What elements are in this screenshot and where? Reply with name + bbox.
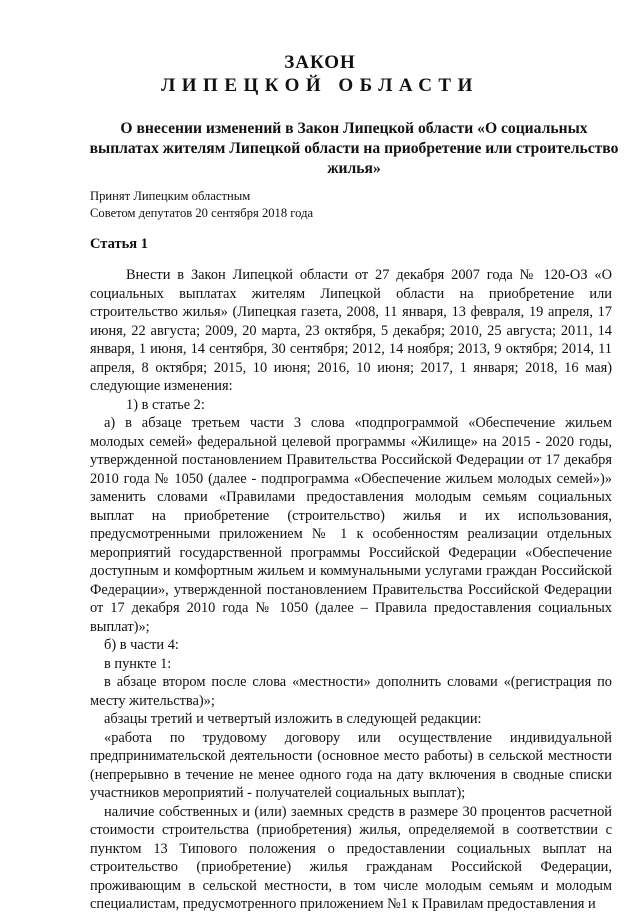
- article-heading: Статья 1: [90, 236, 148, 252]
- article-body: [90, 266, 612, 914]
- adoption-note: [90, 188, 313, 222]
- body-paragraph: 1) в статье 2:: [126, 396, 205, 413]
- body-paragraph: б) в части 4:: [104, 637, 179, 653]
- body-paragraph: в пункте 1:: [104, 655, 172, 672]
- law-title: ЗАКОН: [284, 52, 356, 73]
- body-paragraph: наличие собственных и (или) заемных средств в размере 30 процентов расчетной стоимости строительства (приобретения) жилья, определяемой в соответствии с пунктом 13 Типового положения о предоставлении социальных выплат на строительство (приобретение) жилья гражданам Российской Федерации, проживающим в сельской местности, в том числе молодым семьям и молодым специалистам, предусмотренного приложением №1 к Правилам предоставления и: [90, 803, 612, 912]
- body-paragraph: абзацы третий и четвертый изложить в следующей редакции:: [104, 711, 482, 727]
- adoption-line-2: Советом депутатов 20 сентября 2018 года: [90, 206, 314, 220]
- body-paragraph: в абзаце втором после слова «местности» дополнить словами «(регистрация по месту жительства)»;: [90, 674, 612, 709]
- law-region: ЛИПЕЦКОЙ ОБЛАСТИ: [161, 75, 479, 96]
- adoption-line-1: Принят Липецким областным: [90, 189, 251, 203]
- law-subject: О внесении изменений в Закон Липецкой области «О социальных выплатах жителям Липецкой области на приобретение или строительство жилья»: [89, 120, 619, 177]
- body-paragraph: «работа по трудовому договору или осуществление индивидуальной предпринимательской деятельности (основное место работы) в сельской местности (непрерывно в течение не менее одного года на дату включения в сводные списки участников мероприятий - получателей социальных выплат);: [90, 729, 612, 801]
- body-paragraph: Внести в Закон Липецкой области от 27 декабря 2007 года № 120-ОЗ «О социальных выплатах жителям Липецкой области на приобретение или строительство жилья» (Липецкая газета, 2008, 11 января, 13 февраля, 19 апреля, 17 июня, 22 августа; 2009, 20 марта, 23 октября, 5 декабря; 2010, 25 августа; 2011, 14 января, 1 июня, 14 сентября, 30 сентября; 2012, 14 ноября; 2013, 9 октября; 2014, 11 апреля, 8 октября; 2015, 10 июня; 2016, 10 июня; 2017, 1 января; 2018, 16 мая) следующие изменения:: [90, 267, 612, 394]
- body-paragraph: а) в абзаце третьем части 3 слова «подпрограммой «Обеспечение жильем молодых семей» федеральной целевой программы «Жилище» на 2015 - 2020 годы, утвержденной постановлением Правительства Российской Федерации от 17 декабря 2010 года № 1050 (далее - подпрограмма «Обеспечение жильем молодых семей»)» заменить словами «Правилами предоставления молодым семьям социальных выплат на приобретение (строительство) жилья и их использования, предусмотренными приложением № 1 к особенностям реализации отдельных мероприятий государственной программы Российской Федерации «Обеспечение доступным и комфортным жильем и коммунальными услугами граждан Российской Федерации», утвержденной постановлением Правительства Российской Федерации от 17 декабря 2010 года № 1050 (далее – Правила предоставления социальных выплат)»;: [90, 415, 612, 635]
